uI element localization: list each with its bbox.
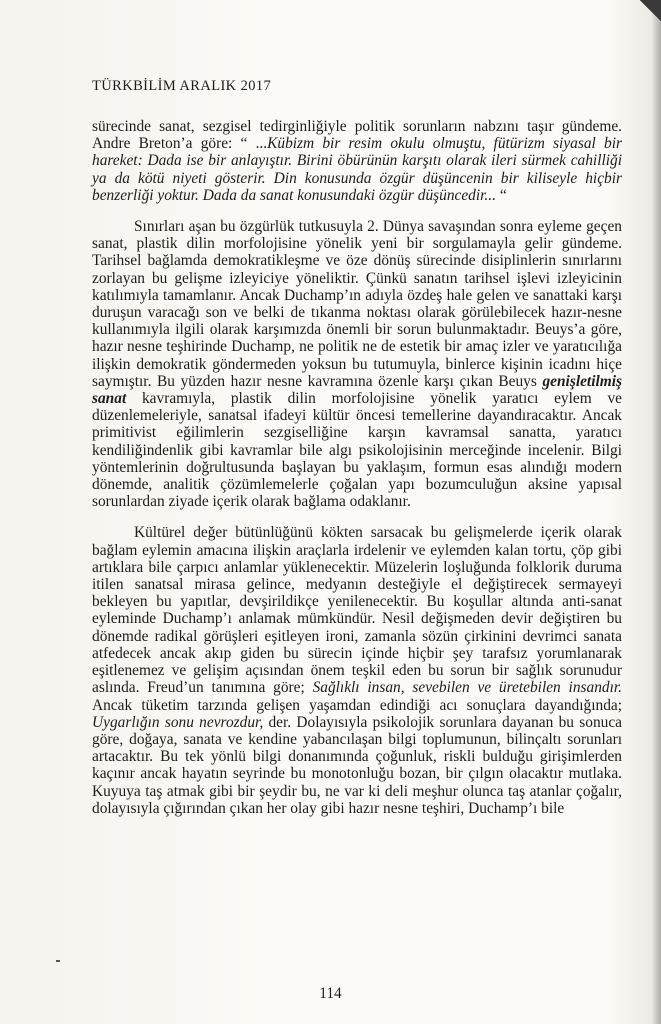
- p3-run-1: Sağlıklı insan, sevebilen ve üretebilen insandır.: [312, 679, 623, 697]
- paragraph-3: [92, 524, 622, 816]
- paragraph-2: [92, 218, 622, 510]
- page-number: 114: [319, 985, 342, 1002]
- page-edge-shadow: [651, 0, 661, 1024]
- paragraph-1: [92, 118, 622, 204]
- p3-run-2: Ancak tüketim tarzında gelişen yaşamdan edindiği acı sonuçlara dayandığında;: [92, 696, 622, 714]
- corner-mark: [631, 0, 661, 30]
- p3-run-4: der. Dolayısıyla psikolojik sorunlara dayanan bu sonuca göre, doğaya, sanata ve kendine yabancılaşan bilgi toplumunun, bilinçaltı sorunları artacaktır. Bu tek yönlü bilgi donanımında çoğunluk, riskli bulduğu girişimlerden kaçınır ancak hayatın seyrinde bu monotonluğu bozan, bir çılgın olacaktır mutlaka. Kuyuya taş atmak gibi bir şeydir bu, ne var ki deli meşhur olunca taş atanlar çoğalır, dolayısıyla çığırından çıkan her olay gibi hazır nesne teşhiri, Duchamp’ı bile: [92, 713, 622, 817]
- p2-run-0: Sınırları aşan bu özgürlük tutkusuyla 2. Dünya savaşından sonra eyleme geçen sanat, plastik dilin morfolojisine yönelik yeni bir sorgulamayla gelir gündeme. Tarihsel bağlamda demokratikleşme ve öze dönüş sürecinde disiplinlerin sınırlarını zorlayan bu gelişme izleyiciye yöneliktir. Çünkü sanatın tarihsel işlevi izleyicinin katılımıyla tamamlanır. Ancak Duchamp’ın adıyla özdeş hale gelen ve sanattaki karşı duruşun varacağı son ve belki de tıkanma noktası olarak görülebilecek hazır-nesne kullanımıyla ilgili olarak karşımızda önemli bir sorun bulunmaktadır. Beuys’a göre, hazır nesne teşhirinde Duchamp, ne politik ne de estetik bir amaç izler ve yaratıcılığa ilişkin demokratik göndermeden yoksun bu tutumuyla, binlerce kişinin icadını hiçe saymıştır. Bu yüzden hazır nesne kavramına özenle karşı çıkan Beuys: [92, 218, 622, 390]
- stray-mark: [56, 960, 60, 962]
- running-header: TÜRKBİLİM ARALIK 2017: [92, 78, 272, 94]
- p2-run-2: kavramıyla, plastik dilin morfolojisine yönelik yaratıcı eylem ve düzenlemeleriyle, sanatsal ifadeyi kültür öncesi temellerine dayandıracaktır. Ancak primitivist eğilimlerin sezgiselliğine karşın kavramsal sanatta, yaratıcı kendiliğindenlik gibi kavramlar bile algı psikolojisinin merceğinde incelenir. Bilgi yöntemlerinin doğrultusunda başlayan bu yaklaşım, formun esas alındığı modern dönemde, analitik çözümlemelerle çoğalan yapı bozumculuğun aksine yapısal sorunlardan ziyade içerik olarak bağlama odaklanır.: [92, 390, 622, 511]
- p1-run-1: Kübizm bir resim okulu olmuştu, fütürizm siyasal bir hareket: Dada ise bir anlayıştır. Birini öbürünün karşıtı olarak ileri sürmek cahilliği ya da kötü niyeti gösterir. Din konusunda özgür düşüncenin bir kiliseyle hiçbir benzerliği yoktur. Dada da sanat konusundaki özgür düşüncedir...: [92, 135, 622, 204]
- body-text: [92, 118, 622, 817]
- p3-run-3: Uygarlığın sonu nevrozdur,: [92, 713, 264, 731]
- p1-run-2: “: [495, 186, 507, 204]
- p3-run-0: Kültürel değer bütünlüğünü kökten sarsacak bu gelişmelerde içerik olarak bağlam eylemin amacına ilişkin araçlarla irdelenir ve eylemden kalan tortu, çöp gibi artıklara bile çarpıcı anlamlar yüklenecektir. Müzelerin loşluğunda folklorik duruma itilen sanatsal mirasa gelince, medyanın desteğiyle el değiştirecek sermayeyi bekleyen bu yapıtlar, devşirildikçe yenilenecektir. Bu koşullar altında anti-sanat eyleminde Duchamp’ı anlamak mümkündür. Nesil değişmeden devir değiştiren bu dönemde radikal görüşleri eşitleyen ironi, zamanla sözün çirkinini devrimci sanata atfedecek ancak akıp giden bu sürecin içinde hiçbir şey tarafsız yorumlanarak eşitlenemez ve gelişim açısından önem teşkil eden bu sorun bir sağlık sorunudur aslında. Freud’un tanımına göre;: [92, 524, 622, 697]
- p2-run-1: genişletilmiş sanat: [92, 372, 622, 408]
- p1-run-0: sürecinde sanat, sezgisel tedirginliğiyle politik sorunların nabzını taşır gündeme. Andre Breton’a göre: “ ...: [92, 118, 622, 153]
